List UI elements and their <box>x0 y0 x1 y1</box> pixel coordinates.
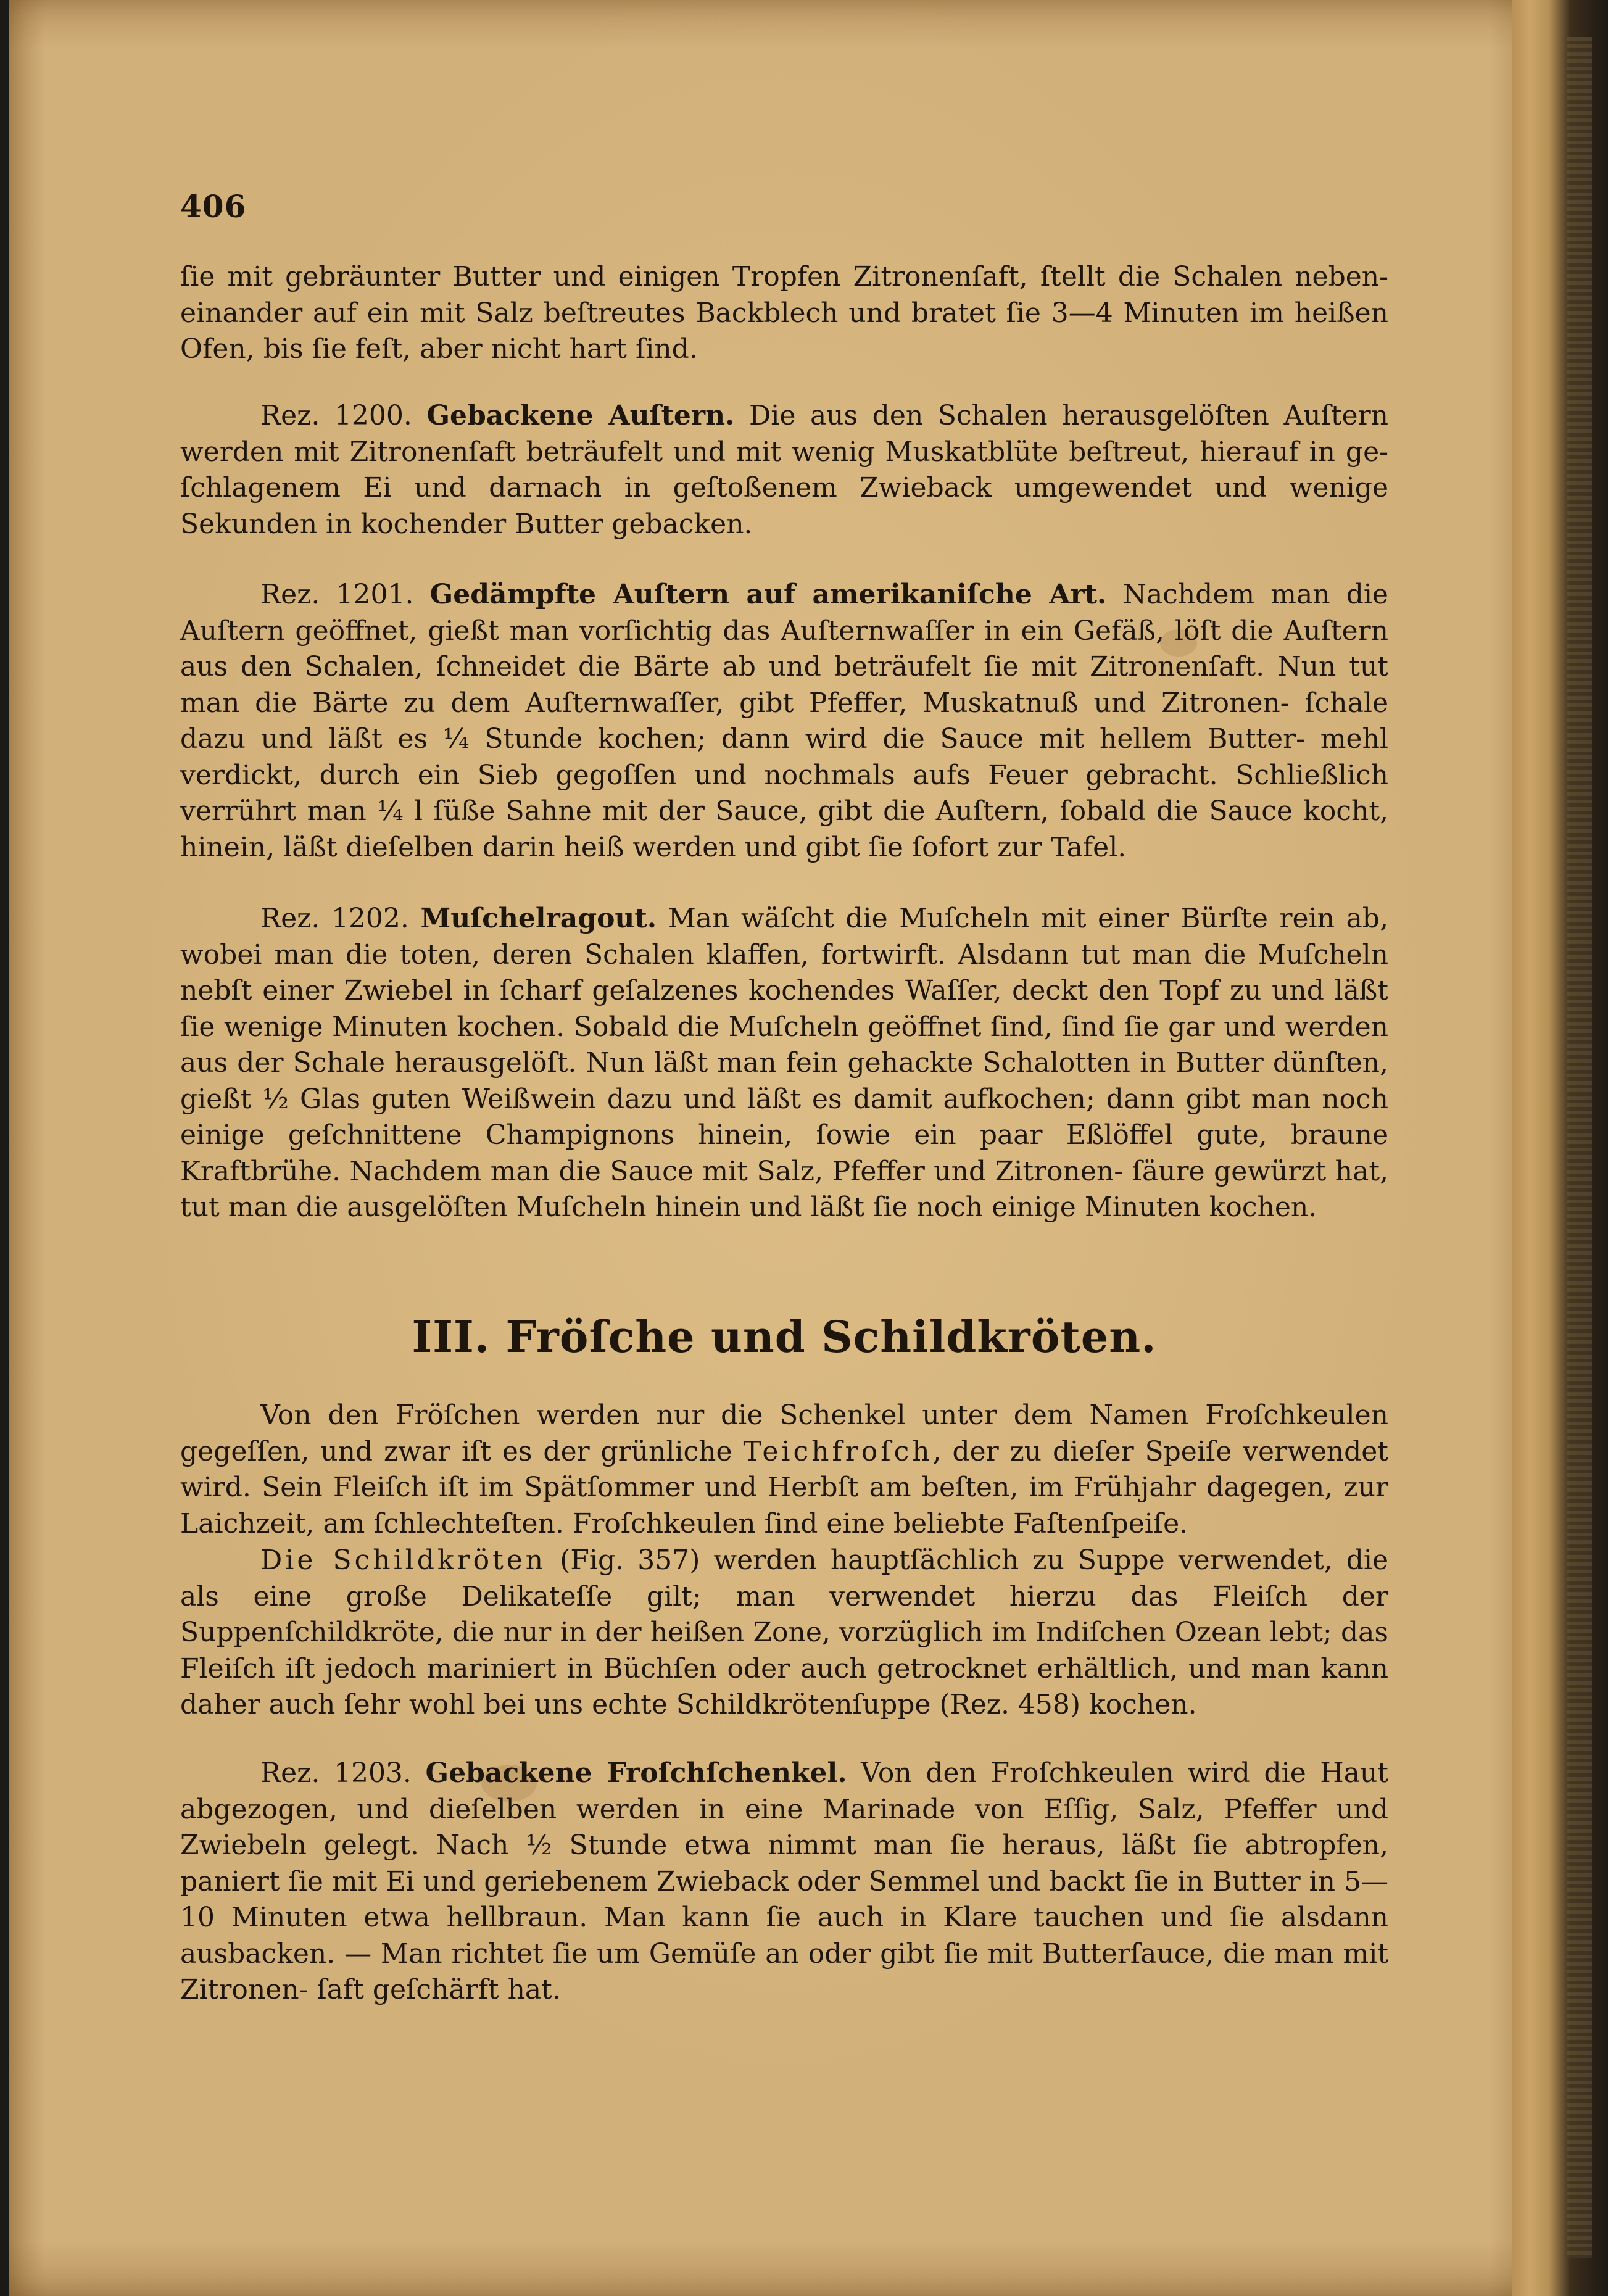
section-intro-turtles <box>180 1543 1388 1723</box>
recipe-label: Rez. 1202. <box>260 903 409 934</box>
spaced-term: Teichfroſch <box>743 1435 933 1467</box>
book-gutter <box>1512 0 1608 2296</box>
recipe-label: Rez. 1200. <box>260 400 412 431</box>
recipe-title: Gedämpfte Auſtern auf amerikaniſche Art. <box>429 579 1107 610</box>
recipe-1202 <box>180 901 1388 1226</box>
recipe-label: Rez. 1201. <box>260 579 414 610</box>
recipe-text: Nachdem man die Auſtern geöffnet, gießt man vorſichtig das Auſternwaſſer in ein Gefäß, löſt die Auſtern aus den Schalen, ſchneidet die Bärte ab und beträufelt ſie mit Zitronenſaft. Nun tut man die Bärte zu dem Auſternwaſſer, gibt Pfeffer, Muskatnuß und Zitronen- ſchale dazu und läßt es ¼ Stunde kochen; dann wird die Sauce mit hellem Butter- mehl verdickt, durch ein Sieb gegoſſen und nochmals aufs Feuer gebracht. Schließlich verrührt man ¼ l ſüße Sahne mit der Sauce, gibt die Auſtern, ſobald die Sauce kocht, hinein, läßt dieſelben darin heiß werden und gibt ſie ſofort zur Tafel. <box>180 579 1388 863</box>
intro-text: , der zu dieſer Speiſe verwendet wird. Sein Fleiſch iſt im Spätſommer und Herbſt am beſten, im Frühjahr dagegen, zur Laichzeit, am ſchlechteſten. Froſchkeulen ſind eine beliebte Faſtenſpeiſe. <box>180 1435 1388 1540</box>
recipe-title: Gebackene Auſtern. <box>426 400 735 431</box>
recipe-text: Von den Froſchkeulen wird die Haut abgezogen, und dieſelben werden in eine Marinade von Eſſig, Salz, Pfeffer und Zwiebeln gelegt. Nach ½ Stunde etwa nimmt man ſie heraus, läßt ſie abtropfen, paniert ſie mit Ei und geriebenem Zwieback oder Semmel und backt ſie in Butter in 5—10 Minuten etwa hellbraun. Man kann ſie auch in Klare tauchen und ſie alsdann ausbacken. — Man richtet ſie um Gemüſe an oder gibt ſie mit Butterſauce, die man mit Zitronen- ſaft geſchärft hat. <box>180 1757 1388 2005</box>
recipe-label: Rez. 1203. <box>260 1757 412 1789</box>
section-intro-frogs <box>180 1398 1388 1542</box>
recipe-title: Muſchelragout. <box>420 903 657 934</box>
section-heading: III. Fröſche und Schildkröten. <box>412 1311 1157 1362</box>
recipe-text: Man wäſcht die Muſcheln mit einer Bürſte rein ab, wobei man die toten, deren Schalen klaffen, fortwirft. Alsdann tut man die Muſcheln nebſt einer Zwiebel in ſcharf geſalzenes kochendes Waſſer, deckt den Topf zu und läßt ſie wenige Minuten kochen. Sobald die Muſcheln geöffnet ſind, ſind ſie gar und werden aus der Schale herausgelöſt. Nun läßt man fein gehackte Schalotten in Butter dünſten, gießt ½ Glas guten Weißwein dazu und läßt es damit aufkochen; dann gibt man noch einige geſchnittene Champignons hinein, ſowie ein paar Eßlöffel gute, braune Kraftbrühe. Nachdem man die Sauce mit Salz, Pfeffer und Zitronen- ſäure gewürzt hat, tut man die ausgelöſten Muſcheln hinein und läßt ſie noch einige Minuten kochen. <box>180 903 1388 1223</box>
paragraph-continuation <box>180 259 1388 368</box>
spaced-term: Die Schildkröten <box>260 1544 547 1576</box>
paragraph-text: ſie mit gebräunter Butter und einigen Tropfen Zitronenſaft, ſtellt die Schalen neben- einander auf ein mit Salz beſtreutes Backblech und bratet ſie 3—4 Minuten im heißen Ofen, bis ſie feſt, aber nicht hart ſind. <box>180 261 1388 365</box>
recipe-1203 <box>180 1755 1388 2008</box>
intro-text: (Fig. 357) werden hauptſächlich zu Suppe verwendet, die als eine große Delikateſſe gilt; man verwendet hierzu das Fleiſch der Suppenſchildkröte, die nur in der heißen Zone, vorzüglich im Indiſchen Ozean lebt; das Fleiſch iſt jedoch mariniert in Büchſen oder auch getrocknet erhältlich, und man kann daher auch ſehr wohl bei uns echte Schildkrötenſuppe (Rez. 458) kochen. <box>180 1544 1388 1720</box>
page-edges <box>1567 37 1592 2258</box>
recipe-1200 <box>180 398 1388 542</box>
recipe-text: Die aus den Schalen herausgelöſten Auſtern werden mit Zitronenſaft beträufelt und mit wenig Muskatblüte beſtreut, hierauf in ge- ſchlagenem Ei und darnach in geſtoßenem Zwieback umgewendet und wenige Sekunden in kochender Butter gebacken. <box>180 400 1388 540</box>
page-number: 406 <box>180 188 247 225</box>
recipe-title: Gebackene Froſchſchenkel. <box>425 1757 847 1789</box>
recipe-1201 <box>180 577 1388 866</box>
intro-text: Von den Fröſchen werden nur die Schenkel unter dem Namen Froſchkeulen gegeſſen, und zwar iſt es der grünliche <box>180 1399 1388 1467</box>
